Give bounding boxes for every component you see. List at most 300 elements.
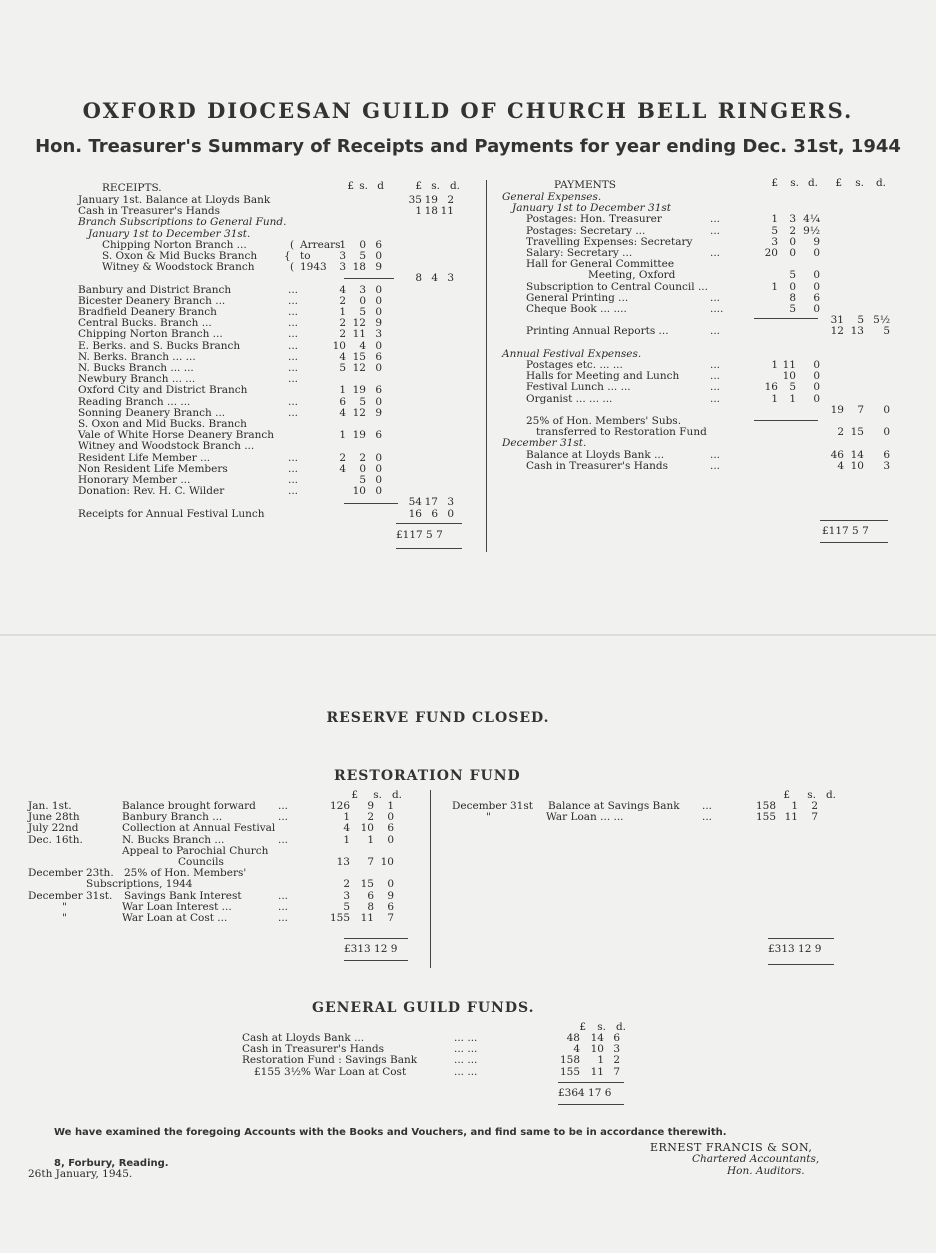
payment-label: General Printing ... <box>526 291 629 304</box>
restoration-row <box>28 879 428 890</box>
receipt-label: Receipts for Annual Festival Lunch <box>78 507 265 520</box>
amount-cell: 5 <box>359 474 366 486</box>
amount-cell: 48 <box>566 1032 580 1044</box>
column-header: s. <box>855 177 864 189</box>
amount-cell: 2 <box>613 1054 620 1067</box>
amount-cell: 0 <box>813 381 820 394</box>
receipt-label: Reading Branch ... ... <box>78 395 191 408</box>
leader-dots: ... <box>288 294 299 307</box>
amount-cell: 2 <box>339 328 346 341</box>
amount-cell: 20 <box>764 247 778 259</box>
amount-cell: 155 <box>755 811 776 824</box>
amount-cell: 4 <box>339 406 346 419</box>
amount-cell: 10 <box>352 485 366 498</box>
payments-column-headers <box>502 178 902 189</box>
amount-cell: 35 <box>408 194 422 206</box>
column-header: £ <box>835 177 842 189</box>
amount-cell: 2 <box>343 878 350 891</box>
brace: ( <box>290 238 295 251</box>
amount-cell: 9 <box>367 800 374 812</box>
amount-cell: 14 <box>850 448 864 461</box>
entry-date: " <box>486 811 491 824</box>
fund-label: £155 3½% War Loan at Cost <box>254 1065 407 1078</box>
amount-cell: 9 <box>813 235 820 248</box>
receipt-row <box>78 497 474 508</box>
payment-label: January 1st to December 31st <box>512 202 671 215</box>
amount-cell: 3 <box>613 1043 620 1056</box>
amount-cell: 1 <box>339 429 346 442</box>
receipt-label: Bradfield Deanery Branch <box>78 306 217 318</box>
amount-cell: 6 <box>375 238 382 251</box>
amount-cell: 6 <box>375 350 382 363</box>
amount-cell: 7 <box>857 403 864 416</box>
amount-cell: 0 <box>813 359 820 371</box>
amount-cell: 13 <box>850 325 864 338</box>
amount-cell: 9½ <box>803 224 820 237</box>
amount-cell: 3 <box>447 272 454 285</box>
receipt-label: S. Oxon & Mid Bucks Branch <box>102 250 258 262</box>
amount-cell: 11 <box>360 912 374 924</box>
amount-cell: 54 <box>408 496 422 509</box>
column-header: s. <box>359 180 368 192</box>
amount-cell: 0 <box>813 370 820 383</box>
leader-dots: ... <box>702 800 713 812</box>
amount-cell: 0 <box>813 303 820 315</box>
rule <box>768 964 834 965</box>
payment-label: Subscription to Central Council ... <box>526 280 708 293</box>
payments-section <box>502 177 902 550</box>
leader-dots: ... <box>710 370 721 383</box>
leader-dots: ... <box>278 912 289 924</box>
amount-cell: 11 <box>590 1065 604 1078</box>
amount-cell: 1 <box>339 238 346 251</box>
general-funds-section <box>242 1022 642 1112</box>
rule <box>754 318 818 319</box>
column-header: £ <box>347 180 354 192</box>
column-header: s. <box>431 180 440 192</box>
amount-cell: 4 <box>339 462 346 475</box>
amount-cell: 6 <box>387 900 394 913</box>
leader-dots: ... <box>288 406 299 419</box>
amount-cell: 0 <box>375 474 382 486</box>
amount-cell: 0 <box>375 339 382 352</box>
amount-cell: 2 <box>447 194 454 206</box>
payment-label: Printing Annual Reports ... <box>526 325 669 338</box>
amount-cell: 5 <box>789 381 796 394</box>
payment-label: Postages: Hon. Treasurer <box>526 213 662 226</box>
column-header: d. <box>825 789 836 801</box>
fund-row <box>242 1055 642 1066</box>
receipt-label: E. Berks. and S. Bucks Branch <box>78 339 241 352</box>
rule <box>558 1104 624 1105</box>
amount-cell: 15 <box>850 426 864 439</box>
page-fold <box>0 634 936 636</box>
amount-cell: 19 <box>424 194 438 206</box>
amount-cell: 5 <box>343 900 350 913</box>
amount-cell: 9 <box>375 317 382 330</box>
column-divider <box>430 790 431 968</box>
amount-cell: 0 <box>387 878 394 891</box>
entry-label: Collection at Annual Festival <box>122 822 276 835</box>
payment-label: transferred to Restoration Fund <box>536 426 707 439</box>
amount-cell: 1 <box>771 280 778 293</box>
amount-cell: 0 <box>789 280 796 293</box>
column-header: d. <box>615 1021 626 1033</box>
receipt-label: January 1st. Balance at Lloyds Bank <box>78 194 271 206</box>
receipts-section <box>78 180 474 543</box>
amount-cell: 1 <box>789 392 796 405</box>
entry-label: Balance brought forward <box>122 800 256 812</box>
amount-cell: 2 <box>339 451 346 464</box>
receipt-label: Witney and Woodstock Branch ... <box>78 440 255 453</box>
amount-cell: 1 <box>791 800 798 812</box>
amount-cell: 155 <box>329 912 350 924</box>
column-header: s. <box>373 789 382 801</box>
amount-cell: 1 <box>387 800 394 812</box>
amount-cell: 3 <box>343 889 350 902</box>
amount-cell: 46 <box>830 448 844 461</box>
amount-cell: 9 <box>375 406 382 419</box>
receipt-label: Witney & Woodstock Branch <box>102 261 255 274</box>
amount-cell: 11 <box>440 205 454 218</box>
receipt-label: Non Resident Life Members <box>78 462 228 475</box>
amount-cell: 3 <box>375 328 382 341</box>
receipts-total: £117 5 7 <box>396 529 443 541</box>
leader-dots: ... <box>278 900 289 913</box>
restoration-heading: RESTORATION FUND <box>334 768 521 784</box>
leader-dots: ... <box>288 317 299 330</box>
amount-cell: 0 <box>813 280 820 293</box>
receipt-label: Chipping Norton Branch ... <box>78 328 223 341</box>
rule <box>344 938 408 939</box>
payment-label: Postages etc. ... ... <box>526 359 623 371</box>
auditor-address: 8, Forbury, Reading. <box>54 1158 169 1169</box>
amount-cell: 5 <box>771 224 778 237</box>
amount-cell: 0 <box>375 283 382 296</box>
amount-cell: 0 <box>359 294 366 307</box>
amount-cell: 6 <box>883 448 890 461</box>
amount-cell: 9 <box>375 261 382 274</box>
column-header: £ <box>351 789 358 801</box>
leader-dots: ... <box>288 328 299 341</box>
amount-cell: 2 <box>359 451 366 464</box>
leader-dots: ... <box>288 462 299 475</box>
amount-cell: 10 <box>590 1043 604 1056</box>
restoration-section <box>28 790 908 970</box>
leader-dots: ... <box>278 800 289 812</box>
amount-cell: 15 <box>360 878 374 891</box>
amount-cell: 4 <box>359 339 366 352</box>
amount-cell: 5 <box>339 362 346 374</box>
column-divider <box>486 180 487 552</box>
page-subtitle: Hon. Treasurer's Summary of Receipts and Payments for year ending Dec. 31st, 1944 <box>35 136 901 157</box>
brace: ( <box>290 261 295 274</box>
arrears-note: to <box>300 250 311 262</box>
amount-cell: 17 <box>424 496 438 509</box>
amount-cell: 0 <box>813 392 820 405</box>
amount-cell: 4 <box>343 822 350 835</box>
entry-date: July 22nd <box>28 822 79 835</box>
amount-cell: 3 <box>771 235 778 248</box>
column-header: s. <box>790 177 799 189</box>
leader-dots: ... <box>710 459 721 472</box>
amount-cell: 0 <box>375 395 382 408</box>
amount-cell: 6 <box>431 507 438 520</box>
column-header: d. <box>449 180 460 192</box>
rule <box>344 960 408 961</box>
receipt-row <box>78 441 474 452</box>
leader-dots: ... ... <box>454 1043 478 1056</box>
payment-label: Postages: Secretary ... <box>526 224 646 237</box>
leader-dots: ... <box>288 350 299 363</box>
amount-cell: 4 <box>837 459 844 472</box>
entry-date: " <box>62 912 67 924</box>
amount-cell: 3 <box>883 459 890 472</box>
entry-label: Appeal to Parochial Church <box>122 844 269 857</box>
receipts-column-headers <box>78 181 474 192</box>
amount-cell: 1 <box>367 833 374 846</box>
payment-label: Organist ... ... ... <box>526 392 613 405</box>
amount-cell: 6 <box>375 384 382 397</box>
column-header: s. <box>807 789 816 801</box>
amount-cell: 9 <box>387 889 394 902</box>
payment-label: 25% of Hon. Members' Subs. <box>526 415 682 427</box>
amount-cell: 16 <box>408 507 422 520</box>
amount-cell: 2 <box>367 811 374 824</box>
amount-cell: 10 <box>380 856 394 868</box>
amount-cell: 0 <box>883 426 890 439</box>
payment-label: Salary: Secretary ... <box>526 247 633 259</box>
amount-cell: 8 <box>789 291 796 304</box>
rule <box>820 520 888 521</box>
leader-dots: ... <box>288 283 299 296</box>
amount-cell: 1 <box>343 833 350 846</box>
auditor-role: Hon. Auditors. <box>727 1165 805 1177</box>
entry-date: December 31st <box>452 800 533 812</box>
amount-cell: 5½ <box>873 314 890 327</box>
payment-row <box>502 326 902 337</box>
amount-cell: 4 <box>573 1043 580 1056</box>
amount-cell: 3 <box>339 261 346 274</box>
entry-date: Jan. 1st. <box>28 800 72 812</box>
auditor-firm: ERNEST FRANCIS & SON, <box>650 1141 813 1154</box>
payment-label: General Expenses. <box>502 191 602 203</box>
amount-cell: 12 <box>352 362 366 374</box>
restoration-row <box>28 913 428 924</box>
amount-cell: 2 <box>789 224 796 237</box>
amount-cell: 2 <box>811 800 818 812</box>
entry-label: War Loan Interest ... <box>122 900 232 913</box>
amount-cell: 7 <box>613 1065 620 1078</box>
amount-cell: 5 <box>359 250 366 262</box>
amount-cell: 0 <box>447 507 454 520</box>
payment-row <box>502 214 902 225</box>
rule <box>558 1082 624 1083</box>
receipt-label: Central Bucks. Branch ... <box>78 317 212 330</box>
amount-cell: 8 <box>367 900 374 913</box>
payment-label: Balance at Lloyds Bank ... <box>526 448 665 461</box>
entry-label: Banbury Branch ... <box>122 811 223 824</box>
receipt-label: Honorary Member ... <box>78 474 191 486</box>
amount-cell: 4 <box>339 350 346 363</box>
restoration-row <box>28 823 428 834</box>
fund-row <box>242 1067 642 1078</box>
amount-cell: 13 <box>336 856 350 868</box>
amount-cell: 18 <box>352 261 366 274</box>
amount-cell: 6 <box>613 1032 620 1044</box>
column-header: d. <box>807 177 818 189</box>
entry-label: War Loan ... ... <box>546 811 624 824</box>
payment-label: Meeting, Oxford <box>588 269 676 282</box>
receipts-heading: RECEIPTS. <box>102 182 162 194</box>
amount-cell: 1 <box>597 1054 604 1067</box>
receipt-label: S. Oxon and Mid Bucks. Branch <box>78 418 247 430</box>
leader-dots: ... <box>702 811 713 824</box>
amount-cell: 4¼ <box>803 213 820 226</box>
leader-dots: ... <box>710 291 721 304</box>
receipt-row <box>78 273 474 284</box>
audit-statement: We have examined the foregoing Accounts with the Books and Vouchers, and find same to be in accordance therewith. <box>54 1127 727 1138</box>
amount-cell: 5 <box>359 395 366 408</box>
entry-label: Savings Bank Interest <box>124 889 242 902</box>
leader-dots: ... <box>710 247 721 259</box>
amount-cell: 19 <box>830 403 844 416</box>
receipt-label: Sonning Deanery Branch ... <box>78 406 226 419</box>
amount-cell: 0 <box>813 269 820 282</box>
amount-cell: 0 <box>375 462 382 475</box>
entry-date: June 28th <box>28 811 80 824</box>
rule <box>396 523 462 524</box>
leader-dots: ... <box>288 485 299 498</box>
leader-dots: ... ... <box>454 1054 478 1067</box>
payment-row <box>502 461 902 472</box>
leader-dots: ... <box>288 373 299 386</box>
column-header: £ <box>579 1021 586 1033</box>
rule <box>820 542 888 543</box>
leader-dots: ... <box>278 889 289 902</box>
reserve-fund-heading: RESERVE FUND CLOSED. <box>326 710 550 726</box>
receipt-label: N. Berks. Branch ... ... <box>78 350 196 363</box>
receipt-row <box>78 329 474 340</box>
audit-date: 26th January, 1945. <box>28 1168 133 1180</box>
amount-cell: 2 <box>339 317 346 330</box>
amount-cell: 158 <box>755 800 776 812</box>
payment-row <box>502 382 902 393</box>
arrears-note: 1943 <box>300 261 327 274</box>
column-header: s. <box>597 1021 606 1033</box>
amount-cell: 0 <box>359 238 366 251</box>
amount-cell: 0 <box>387 811 394 824</box>
payment-label: Hall for General Committee <box>526 258 675 271</box>
amount-cell: 0 <box>789 235 796 248</box>
leader-dots: ... <box>710 448 721 461</box>
receipt-row <box>78 509 474 520</box>
leader-dots: ... <box>288 474 299 486</box>
amount-cell: 126 <box>329 800 350 812</box>
amount-cell: 1 <box>771 392 778 405</box>
amount-cell: 2 <box>837 426 844 439</box>
entry-label: N. Bucks Branch ... <box>122 833 225 846</box>
amount-cell: 0 <box>375 362 382 374</box>
arrears-note: Arrears <box>300 238 341 251</box>
amount-cell: 15 <box>352 350 366 363</box>
payment-label: Cash in Treasurer's Hands <box>526 459 669 472</box>
amount-cell: 11 <box>784 811 798 824</box>
amount-cell: 5 <box>359 306 366 318</box>
amount-cell: 3 <box>447 496 454 509</box>
amount-cell: 16 <box>764 381 778 394</box>
receipt-label: Branch Subscriptions to General Fund. <box>78 216 287 229</box>
amount-cell: 155 <box>559 1065 580 1078</box>
amount-cell: 10 <box>850 459 864 472</box>
brace: { <box>284 250 291 262</box>
amount-cell: 1 <box>415 205 422 218</box>
leader-dots: ... <box>710 213 721 226</box>
amount-cell: 1 <box>771 213 778 226</box>
amount-cell: 12 <box>352 406 366 419</box>
amount-cell: 7 <box>387 912 394 924</box>
fund-label: Cash in Treasurer's Hands <box>242 1043 385 1056</box>
leader-dots: ... <box>288 395 299 408</box>
amount-cell: 6 <box>367 889 374 902</box>
amount-cell: 12 <box>352 317 366 330</box>
leader-dots: ... ... <box>454 1032 478 1044</box>
receipt-label: N. Bucks Branch ... ... <box>78 362 194 374</box>
amount-cell: 0 <box>375 250 382 262</box>
rule <box>344 278 394 279</box>
amount-cell: 0 <box>387 833 394 846</box>
amount-cell: 3 <box>789 213 796 226</box>
amount-cell: 0 <box>375 451 382 464</box>
fund-label: Cash at Lloyds Bank ... <box>242 1032 365 1044</box>
amount-cell: 11 <box>782 359 796 371</box>
payment-label: Cheque Book ... .... <box>526 303 627 315</box>
amount-cell: 0 <box>789 247 796 259</box>
entry-label: Councils <box>178 856 224 868</box>
amount-cell: 11 <box>352 328 366 341</box>
leader-dots: ... <box>710 359 721 371</box>
amount-cell: 1 <box>339 384 346 397</box>
payment-row <box>502 270 902 281</box>
amount-cell: 0 <box>883 403 890 416</box>
rule <box>344 503 398 504</box>
entry-label: War Loan at Cost ... <box>122 912 228 924</box>
leader-dots: ... <box>278 833 289 846</box>
amount-cell: 0 <box>813 247 820 259</box>
entry-label: Subscriptions, 1944 <box>86 878 193 891</box>
entry-label: 25% of Hon. Members' <box>124 867 247 880</box>
amount-cell: 5 <box>883 325 890 338</box>
restoration-row <box>452 812 852 823</box>
amount-cell: 0 <box>375 294 382 307</box>
entry-date: December 23th. <box>28 867 114 880</box>
page-title: OXFORD DIOCESAN GUILD OF CHURCH BELL RINGERS. <box>82 98 854 123</box>
receipt-label: Oxford City and District Branch <box>78 384 248 397</box>
column-header: d. <box>391 789 402 801</box>
rule <box>754 420 818 421</box>
leader-dots: ... <box>288 306 299 318</box>
amount-cell: 19 <box>352 384 366 397</box>
amount-cell: 0 <box>375 306 382 318</box>
amount-cell: 4 <box>431 272 438 285</box>
amount-cell: 3 <box>359 283 366 296</box>
column-header: £ <box>783 789 790 801</box>
amount-cell: 14 <box>590 1032 604 1044</box>
leader-dots: ... <box>288 339 299 352</box>
entry-date: December 31st. <box>28 889 113 902</box>
column-header: £ <box>771 177 778 189</box>
amount-cell: 19 <box>352 429 366 442</box>
